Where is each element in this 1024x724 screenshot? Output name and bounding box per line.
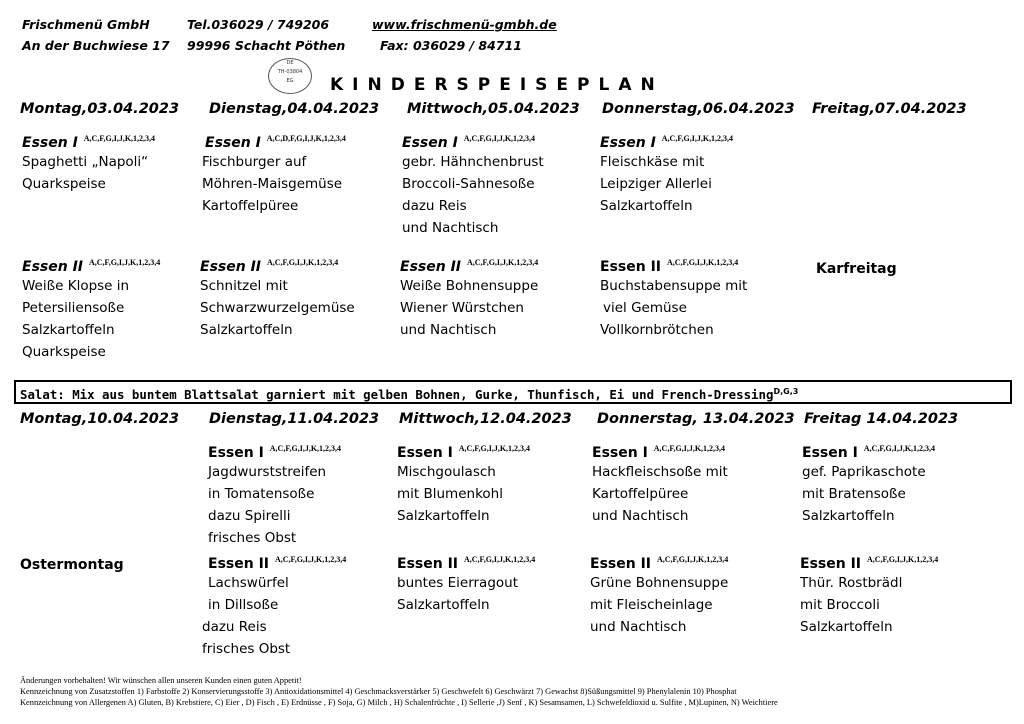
menu-label-text: Essen II	[397, 556, 458, 572]
dish-line: gebr. Hähnchenbrust	[402, 154, 544, 170]
dish-line: Jagdwurststreifen	[208, 464, 327, 480]
dish-line: Weiße Klopse in	[22, 278, 130, 294]
dish-line: Schwarzwurzelgemüse	[200, 300, 355, 316]
menu-label	[208, 444, 341, 461]
menu-cell	[402, 134, 544, 239]
dish-line: Grüne Bohnensuppe	[590, 575, 729, 591]
stamp-line: DE	[286, 60, 294, 66]
menu-label-text: Essen II	[400, 259, 461, 275]
menu-cell	[397, 555, 535, 616]
dish-lines	[802, 461, 935, 527]
menu-label-text: Essen II	[600, 259, 661, 275]
dish-line: Wiener Würstchen	[400, 300, 524, 316]
city-address: 99996 Schacht Pöthen	[187, 38, 346, 53]
dish-line: Spaghetti „Napoli“	[22, 154, 149, 170]
menu-label	[402, 134, 544, 151]
dish-line: buntes Eierragout	[397, 575, 519, 591]
dish-lines	[397, 572, 535, 616]
menu-label	[397, 555, 535, 572]
menu-label-text: Essen II	[208, 556, 269, 572]
dish-lines	[402, 151, 544, 239]
allergen-codes: A,C,F,G,I,J,K,1,2,3,4	[866, 555, 939, 564]
dish-lines	[592, 461, 728, 527]
allergen-codes: A,C,F,G,I,J,K,1,2,3,4	[88, 258, 161, 267]
allergen-codes: A,C,F,G,I,J,K,1,2,3,4	[863, 444, 936, 453]
menu-label	[590, 555, 728, 572]
menu-label	[22, 134, 155, 151]
allergen-codes: A,C,F,G,I,J,K,1,2,3,4	[666, 258, 739, 267]
dish-lines	[600, 275, 747, 341]
eu-stamp-seal	[268, 58, 312, 94]
dish-line: Hackfleischsoße mit	[592, 464, 728, 480]
day-heading: Freitag,07.04.2023	[812, 101, 967, 117]
day-heading: Mittwoch,05.04.2023	[407, 101, 580, 117]
day-heading: Mittwoch,12.04.2023	[399, 411, 572, 427]
dish-line: Kartoffelpüree	[202, 198, 299, 214]
menu-label	[205, 134, 346, 151]
menu-label-text: Essen I	[208, 445, 264, 461]
dish-line: gef. Paprikaschote	[802, 464, 926, 480]
dish-line: und Nachtisch	[592, 508, 689, 524]
dish-line: Schnitzel mit	[200, 278, 288, 294]
allergen-codes: A,C,F,G,I,J,K,1,2,3,4	[269, 444, 342, 453]
dish-line: Buchstabensuppe mit	[600, 278, 748, 294]
allergen-codes: A,C,F,G,I,J,K,1,2,3,4	[656, 555, 729, 564]
day-heading: Donnerstag,06.04.2023	[602, 101, 795, 117]
menu-cell	[200, 258, 355, 341]
menu-cell	[397, 444, 530, 527]
allergen-codes: A,C,D,F,G,I,J,K,1,2,3,4	[266, 134, 346, 143]
menu-label	[600, 134, 733, 151]
dish-line: mit Blumenkohl	[397, 486, 503, 502]
menu-label	[22, 258, 160, 275]
dish-line: und Nachtisch	[402, 220, 499, 236]
dish-line: Vollkornbrötchen	[600, 322, 714, 338]
dish-line: Salzkartoffeln	[600, 198, 693, 214]
dish-line: Weiße Bohnensuppe	[400, 278, 539, 294]
menu-label-text: Essen I	[402, 135, 458, 151]
day-heading: Montag,03.04.2023	[20, 101, 180, 117]
dish-line: viel Gemüse	[603, 300, 687, 316]
menu-cell	[202, 134, 346, 217]
dish-line: mit Broccoli	[800, 597, 880, 613]
dish-line: dazu Spirelli	[208, 508, 291, 524]
menu-label-text: Essen I	[600, 135, 656, 151]
holiday-label: Ostermontag	[20, 557, 124, 573]
dish-line: Lachswürfel	[208, 575, 289, 591]
allergen-codes: A,C,F,G,I,J,K,1,2,3,4	[466, 258, 539, 267]
dish-lines	[600, 151, 733, 217]
menu-cell	[400, 258, 538, 341]
menu-label	[600, 258, 747, 275]
fax-number: Fax: 036029 / 84711	[380, 38, 522, 53]
dish-line: Thür. Rostbrädl	[800, 575, 903, 591]
dish-line: und Nachtisch	[400, 322, 497, 338]
dish-line: in Tomatensoße	[208, 486, 315, 502]
footer-line: Kennzeichnung von Allergenen A) Gluten, B) Krebstiere, C) Eier , D) Fisch , E) Erdnüsse , F) Soja, G) Milch , H) Schalenfrüchte , I) Sellerie ,J) Senf , K) Sesamsamen, L) Schwefeldioxid u. Sulfite , M)Lupinen, N) Weichtiere	[20, 698, 778, 707]
dish-line: Quarkspeise	[22, 176, 106, 192]
menu-label	[400, 258, 538, 275]
menu-cell	[22, 134, 155, 195]
menu-cell	[208, 444, 341, 549]
allergen-codes: A,C,F,G,I,J,K,1,2,3,4	[463, 134, 536, 143]
dish-line: Salzkartoffeln	[22, 322, 115, 338]
menu-label-text: Essen II	[22, 259, 83, 275]
dish-line: frisches Obst	[202, 641, 291, 657]
dish-lines	[202, 151, 346, 217]
dish-lines	[202, 572, 346, 660]
phone-number: Tel.036029 / 749206	[187, 17, 330, 32]
menu-label	[592, 444, 728, 461]
dish-line: Salzkartoffeln	[200, 322, 293, 338]
menu-cell	[590, 555, 728, 638]
allergen-codes: A,C,F,G,I,J,K,1,2,3,4	[653, 444, 726, 453]
dish-line: Möhren-Maisgemüse	[202, 176, 343, 192]
day-heading: Montag,10.04.2023	[20, 411, 180, 427]
menu-label	[800, 555, 938, 572]
menu-cell	[202, 555, 347, 660]
menu-cell	[600, 258, 747, 341]
menu-label	[802, 444, 935, 461]
menu-label-text: Essen II	[800, 556, 861, 572]
dish-lines	[397, 461, 530, 527]
dish-lines	[22, 275, 160, 363]
footer-line: Änderungen vorbehalten! Wir wünschen allen unseren Kunden einen guten Appetit!	[20, 676, 302, 685]
dish-line: dazu Reis	[402, 198, 467, 214]
salad-text: Salat: Mix aus buntem Blattsalat garniert mit gelben Bohnen, Gurke, Thunfisch, Ei und French-Dressing	[20, 387, 774, 403]
dish-line: mit Fleischeinlage	[590, 597, 713, 613]
menu-cell	[22, 258, 160, 363]
allergen-codes: A,C,F,G,I,J,K,1,2,3,4	[83, 134, 156, 143]
dish-line: mit Bratensoße	[802, 486, 906, 502]
dish-lines	[208, 461, 341, 549]
dish-line: Fischburger auf	[202, 154, 307, 170]
menu-cell	[802, 444, 935, 527]
menu-label-text: Essen I	[22, 135, 78, 151]
menu-label-text: Essen I	[205, 135, 261, 151]
footer-line: Kennzeichnung von Zusatzstoffen 1) Farbstoffe 2) Konservierungsstoffe 3) Antioxidationsmittel 4) Geschmacksverstärker 5) Geschwefelt 6) Geschwärzt 7) Gewachst 8)Süßungsmittel 9) Phenylalenin 10) Phosphat	[20, 687, 737, 696]
day-heading: Dienstag,11.04.2023	[209, 411, 380, 427]
dish-line: Fleischkäse mit	[600, 154, 705, 170]
allergen-codes: A,C,F,G,I,J,K,1,2,3,4	[266, 258, 339, 267]
menu-label-text: Essen II	[200, 259, 261, 275]
day-heading: Dienstag,04.04.2023	[209, 101, 380, 117]
dish-line: dazu Reis	[202, 619, 267, 635]
footer-notes	[20, 675, 778, 708]
day-heading: Donnerstag, 13.04.2023	[597, 411, 795, 427]
allergen-codes: A,C,F,G,I,J,K,1,2,3,4	[458, 444, 531, 453]
dish-line: und Nachtisch	[590, 619, 687, 635]
dish-line: Salzkartoffeln	[800, 619, 893, 635]
holiday-label: Karfreitag	[816, 261, 897, 277]
stamp-line: TH-03804	[277, 69, 303, 75]
stamp-line: EG	[286, 78, 294, 84]
salad-banner	[14, 380, 1012, 404]
dish-line: in Dillsoße	[208, 597, 279, 613]
salad-allergen-codes: D,G,3	[773, 387, 799, 396]
website-link-text[interactable]: www.frischmenü-gmbh.de	[372, 17, 557, 32]
menu-label-text: Essen II	[590, 556, 651, 572]
website-link[interactable]	[372, 17, 557, 32]
menu-label	[397, 444, 530, 461]
menu-label-text: Essen I	[802, 445, 858, 461]
allergen-codes: A,C,F,G,I,J,K,1,2,3,4	[661, 134, 734, 143]
dish-line: Salzkartoffeln	[802, 508, 895, 524]
dish-line: Salzkartoffeln	[397, 508, 490, 524]
dish-line: Leipziger Allerlei	[600, 176, 712, 192]
street-address: An der Buchwiese 17	[22, 38, 170, 53]
allergen-codes: A,C,F,G,I,J,K,1,2,3,4	[274, 555, 347, 564]
menu-label	[200, 258, 355, 275]
dish-lines	[200, 275, 355, 341]
dish-lines	[800, 572, 938, 638]
menu-label-text: Essen I	[592, 445, 648, 461]
company-name: Frischmenü GmbH	[22, 17, 150, 32]
page-title: KINDERSPEISEPLAN	[330, 75, 664, 95]
dish-lines	[22, 151, 155, 195]
dish-line: Quarkspeise	[22, 344, 106, 360]
menu-cell	[600, 134, 733, 217]
menu-label-text: Essen I	[397, 445, 453, 461]
dish-line: frisches Obst	[208, 530, 297, 546]
dish-line: Kartoffelpüree	[592, 486, 689, 502]
day-heading: Freitag 14.04.2023	[804, 411, 959, 427]
allergen-codes: A,C,F,G,I,J,K,1,2,3,4	[463, 555, 536, 564]
dish-line: Broccoli-Sahnesoße	[402, 176, 535, 192]
dish-lines	[590, 572, 728, 638]
menu-cell	[800, 555, 938, 638]
dish-line: Petersiliensoße	[22, 300, 125, 316]
menu-label	[208, 555, 346, 572]
dish-line: Salzkartoffeln	[397, 597, 490, 613]
menu-cell	[592, 444, 728, 527]
dish-lines	[400, 275, 538, 341]
dish-line: Mischgoulasch	[397, 464, 496, 480]
